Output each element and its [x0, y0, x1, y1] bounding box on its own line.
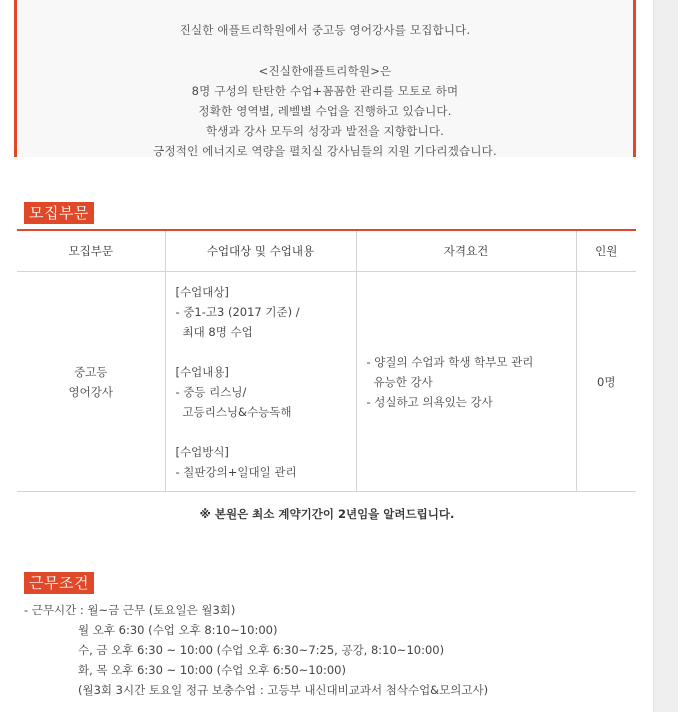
work-line: 화, 목 오후 6:30 ~ 10:00 (수업 오후 6:50~10:00)	[78, 663, 346, 677]
table-row	[17, 272, 636, 492]
requirement-line: 유능한 강사	[373, 374, 433, 389]
content-line: 고등리스닝&수능독해	[182, 404, 292, 419]
intro-box	[14, 0, 636, 157]
content-cell	[165, 272, 356, 492]
work-line: (월3회 3시간 토요일 정규 보충수업 : 고등부 내신대비교과서 첨삭수업&모의고사)	[78, 683, 489, 697]
content-line: 최대 8명 수업	[182, 324, 253, 339]
table-header-row	[17, 230, 636, 272]
requirement-line: - 성실하고 의욕있는 강사	[366, 394, 493, 409]
content-line: [수업방식]	[175, 444, 229, 459]
intro-line: 진실한 애플트리학원에서 중고등 영어강사를 모집합니다.	[179, 23, 471, 37]
work-section-heading: 근무조건	[24, 572, 94, 594]
intro-line: <진실한애플트리학원>은	[258, 64, 392, 78]
content-line: [수업내용]	[175, 364, 229, 379]
content-line: - 칠판강의+일대일 관리	[175, 464, 297, 479]
intro-line: 8명 구성의 탄탄한 수업+꼼꼼한 관리를 모토로 하며	[191, 84, 459, 98]
recruit-table	[17, 229, 636, 492]
header-headcount: 인원	[576, 230, 636, 272]
contract-notice: ※ 본원은 최소 계약기간이 2년임을 알려드립니다.	[199, 507, 455, 521]
content-line: - 중1-고3 (2017 기준) /	[175, 304, 300, 319]
work-line: 수, 금 오후 6:30 ~ 10:00 (수업 오후 6:30~7:25, 공강, 8:10~10:00)	[78, 643, 445, 657]
header-division: 모집부문	[17, 230, 165, 272]
page-scrollbar[interactable]	[653, 0, 678, 712]
content-spacer	[176, 422, 356, 442]
recruit-section-heading: 모집부문	[24, 202, 94, 224]
intro-line: 학생과 강사 모두의 성장과 발전을 지향합니다.	[205, 124, 444, 138]
content-line: [수업대상]	[175, 284, 229, 299]
header-content: 수업대상 및 수업내용	[165, 230, 356, 272]
requirement-line: - 양질의 수업과 학생 학부모 관리	[366, 354, 534, 369]
division-line: 영어강사	[68, 384, 113, 399]
content-spacer	[176, 342, 356, 362]
content-line: - 중등 리스닝/	[175, 384, 247, 399]
intro-line: 정확한 영역별, 레벨별 수업을 진행하고 있습니다.	[198, 104, 452, 118]
division-cell	[17, 272, 165, 492]
division-line: 중고등	[74, 364, 108, 379]
header-requirements: 자격요건	[356, 230, 576, 272]
headcount-cell: 0명	[576, 272, 636, 492]
work-line: - 근무시간 : 월~금 근무 (토요일은 월3회)	[24, 603, 236, 617]
work-line: 월 오후 6:30 (수업 오후 8:10~10:00)	[78, 623, 278, 637]
intro-line: 긍정적인 에너지로 역량을 펼치실 강사님들의 지원 기다리겠습니다.	[153, 144, 497, 158]
requirements-cell	[356, 272, 576, 492]
